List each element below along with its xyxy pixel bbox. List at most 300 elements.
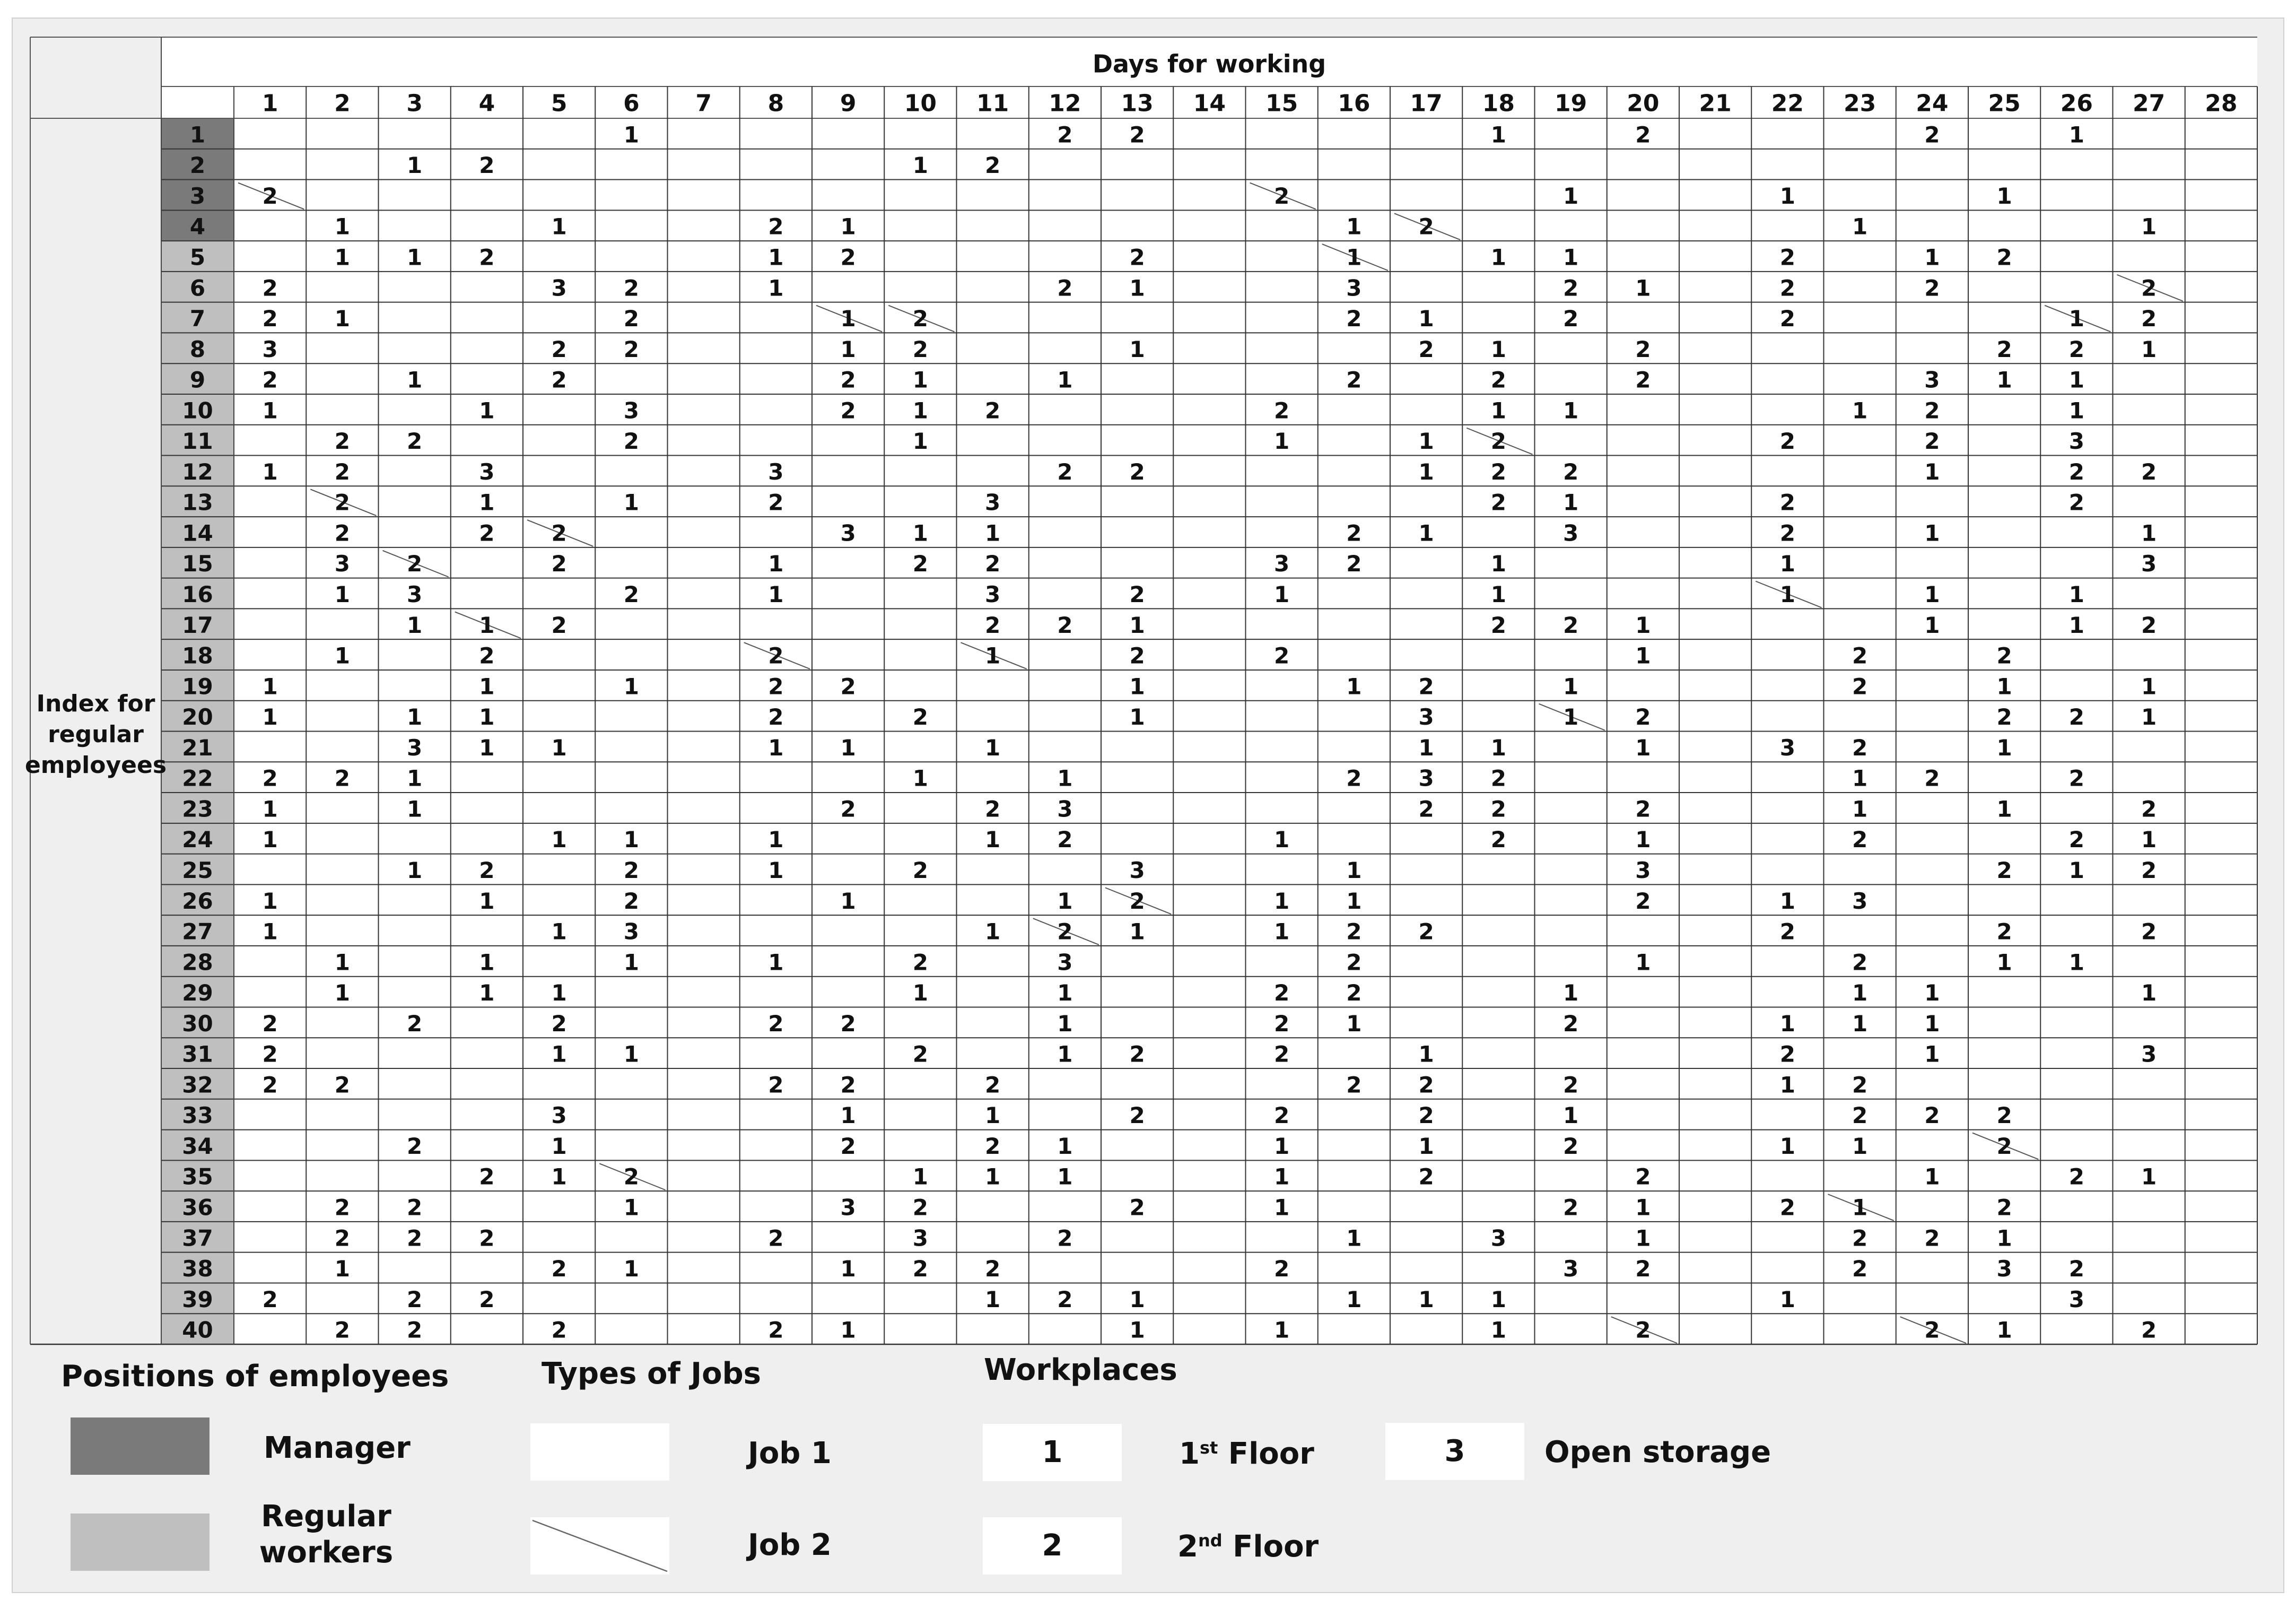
workplace-value-job1: 1: [623, 949, 639, 976]
workplace-value-job1: 1: [1274, 1194, 1290, 1221]
workplace-value-job1: 1: [2141, 827, 2157, 853]
workplace-value-job1: 2: [1635, 1256, 1651, 1282]
workplace-value-job1: 1: [1635, 1225, 1651, 1251]
workplace-value-job1: 1: [1129, 673, 1145, 700]
workplace-value-job1: 2: [1129, 458, 1145, 485]
employee-index-label: 8: [189, 336, 206, 362]
workplace-value-job1: 3: [1418, 704, 1434, 730]
workplace-value-job1: 1: [551, 213, 567, 240]
employee-index-label: 19: [182, 673, 213, 700]
workplace-value-job1: 1: [2068, 397, 2084, 424]
workplace-value-job2: 1: [479, 612, 495, 638]
workplace-code-1: 1: [983, 1424, 1122, 1481]
day-number-label: 13: [1121, 90, 1154, 117]
workplace-value-job1: 1: [1274, 1133, 1290, 1159]
workplace-value-job1: 2: [407, 428, 423, 455]
workplace-value-job1: 3: [1852, 888, 1868, 914]
day-number-label: 17: [1410, 90, 1443, 117]
workplace-value-job1: 1: [768, 734, 784, 761]
workplace-value-job1: 3: [1779, 734, 1795, 761]
employee-index-label: 13: [182, 489, 213, 516]
workplace-value-job1: 1: [407, 765, 423, 792]
workplace-value-job1: 1: [768, 244, 784, 271]
workplace-value-job1: 2: [768, 673, 784, 700]
workplace-value-job1: 1: [912, 397, 928, 424]
day-number-label: 19: [1555, 90, 1587, 117]
workplace-value-job1: 1: [262, 796, 278, 822]
day-number-label: 27: [2133, 90, 2166, 117]
workplace-value-job1: 2: [1852, 734, 1868, 761]
workplace-value-job1: 2: [479, 857, 495, 883]
workplace-value-job1: 3: [1563, 1256, 1579, 1282]
workplace-value-job1: 1: [2068, 857, 2084, 883]
workplace-value-job1: 1: [1418, 458, 1434, 485]
employee-index-label: 35: [182, 1163, 213, 1190]
workplace-value-job1: 2: [623, 888, 639, 914]
workplace-value-job1: 2: [334, 1225, 350, 1251]
second-floor-suffix: nd: [1198, 1530, 1223, 1551]
workplace-value-job1: 3: [1129, 857, 1145, 883]
workplace-value-job1: 3: [623, 397, 639, 424]
workplace-value-job1: 2: [985, 1072, 1001, 1098]
workplace-value-job1: 1: [334, 306, 350, 332]
row-axis-title: employees: [24, 752, 167, 779]
workplace-value-job1: 2: [1563, 1010, 1579, 1037]
workplace-value-job1: 1: [840, 213, 856, 240]
workplace-value-job1: 1: [479, 489, 495, 516]
day-number-label: 5: [551, 90, 568, 117]
day-number-label: 4: [478, 90, 495, 117]
workplace-value-job1: 2: [1274, 980, 1290, 1006]
workplace-value-job1: 2: [840, 673, 856, 700]
workplace-value-job1: 1: [1490, 1286, 1506, 1312]
workplace-value-job1: 2: [2068, 458, 2084, 485]
employee-index-label: 38: [182, 1256, 213, 1282]
workplace-value-job1: 3: [479, 458, 495, 485]
workplace-value-job1: 1: [1057, 980, 1073, 1006]
workplace-value-job1: 1: [985, 918, 1001, 945]
workplace-value-job1: 2: [1852, 949, 1868, 976]
workplace-value-job1: 2: [1057, 612, 1073, 638]
workplace-value-job1: 2: [1779, 918, 1795, 945]
workplace-value-job1: 1: [262, 888, 278, 914]
workplace-value-job2: 2: [623, 1163, 639, 1190]
workplace-value-job1: 2: [1129, 642, 1145, 669]
workplace-value-job1: 1: [2141, 980, 2157, 1006]
workplace-value-job2: 2: [1057, 918, 1073, 945]
workplace-value-job1: 2: [2141, 458, 2157, 485]
employee-index-label: 16: [182, 581, 213, 608]
workplace-value-job1: 2: [1274, 397, 1290, 424]
workplace-value-job1: 1: [1274, 428, 1290, 455]
workplace-value-job1: 2: [1418, 336, 1434, 362]
workplace-value-job1: 3: [2068, 1286, 2084, 1312]
employee-index-label: 23: [182, 796, 213, 822]
workplace-value-job1: 1: [1924, 980, 1940, 1006]
workplace-value-job1: 1: [1057, 888, 1073, 914]
workplace-value-job1: 2: [1852, 1072, 1868, 1098]
workplace-value-job1: 2: [768, 1317, 784, 1343]
workplace-value-job1: 1: [1490, 1317, 1506, 1343]
workplace-value-job1: 1: [334, 642, 350, 669]
day-number-label: 16: [1338, 90, 1370, 117]
workplace-value-job1: 2: [623, 275, 639, 301]
workplace-value-job1: 1: [1635, 612, 1651, 638]
workplace-value-job1: 1: [1129, 336, 1145, 362]
workplace-value-job1: 3: [1924, 367, 1940, 393]
workplace-value-job1: 2: [1563, 612, 1579, 638]
workplace-value-job1: 1: [1490, 244, 1506, 271]
workplace-value-job1: 1: [1129, 612, 1145, 638]
workplace-value-job1: 2: [551, 1317, 567, 1343]
workplace-value-job1: 1: [912, 980, 928, 1006]
workplace-value-job1: 1: [2141, 673, 2157, 700]
workplace-value-job1: 2: [2068, 1163, 2084, 1190]
workplace-value-job1: 1: [985, 1286, 1001, 1312]
workplace-value-job1: 1: [1996, 367, 2012, 393]
day-number-label: 25: [1988, 90, 2021, 117]
workplace-value-job1: 2: [1996, 857, 2012, 883]
workplace-value-job1: 1: [1635, 1194, 1651, 1221]
workplace-value-job1: 2: [985, 551, 1001, 577]
workplace-value-job1: 2: [407, 1010, 423, 1037]
workplace-value-job1: 1: [1274, 1163, 1290, 1190]
workplace-value-job1: 2: [768, 213, 784, 240]
workplace-value-job1: 3: [985, 489, 1001, 516]
workplace-value-job1: 1: [2141, 336, 2157, 362]
workplace-value-job1: 2: [1274, 642, 1290, 669]
workplace-value-job1: 1: [1490, 336, 1506, 362]
workplace-value-job1: 2: [1490, 827, 1506, 853]
workplace-value-job1: 1: [407, 152, 423, 179]
workplace-value-job1: 1: [479, 949, 495, 976]
employee-index-label: 20: [182, 704, 213, 730]
workplace-value-job1: 2: [1924, 275, 1940, 301]
employee-index-label: 24: [182, 827, 213, 853]
workplace-value-job1: 1: [1346, 888, 1362, 914]
workplace-value-job1: 2: [912, 1194, 928, 1221]
workplace-value-job1: 1: [262, 704, 278, 730]
workplace-value-job1: 2: [1852, 1102, 1868, 1129]
workplace-value-job1: 1: [623, 489, 639, 516]
workplace-value-job1: 1: [623, 1256, 639, 1282]
employee-index-label: 40: [182, 1317, 213, 1343]
employee-index-label: 11: [182, 428, 213, 455]
employee-index-label: 12: [182, 458, 213, 485]
employee-index-label: 37: [182, 1225, 213, 1251]
workplace-value-job1: 1: [334, 244, 350, 271]
workplace-value-job1: 1: [768, 275, 784, 301]
employee-index-label: 1: [189, 121, 206, 148]
workplace-value-job1: 2: [985, 612, 1001, 638]
workplace-value-job1: 2: [840, 244, 856, 271]
workplace-value-job1: 2: [1129, 581, 1145, 608]
days-for-working-title: Days for working: [1092, 49, 1326, 79]
workplace-value-job1: 1: [1057, 1041, 1073, 1067]
workplace-value-job1: 1: [1779, 888, 1795, 914]
workplace-value-job1: 1: [1563, 182, 1579, 209]
workplace-value-job1: 2: [768, 489, 784, 516]
workplace-value-job1: 1: [1924, 520, 1940, 546]
workplace-value-job1: 3: [1563, 520, 1579, 546]
workplace-value-job1: 2: [1563, 275, 1579, 301]
employee-index-label: 9: [189, 367, 206, 393]
legend-jobs-title: Types of Jobs: [542, 1356, 762, 1391]
workplace-value-job1: 3: [623, 918, 639, 945]
day-number-label: 9: [840, 90, 857, 117]
employee-index-label: 4: [189, 213, 206, 240]
workplace-value-job1: 2: [262, 1010, 278, 1037]
workplace-value-job1: 3: [840, 1194, 856, 1221]
day-number-label: 24: [1916, 90, 1949, 117]
workplace-value-job1: 1: [1996, 182, 2012, 209]
workplace-value-job1: 1: [2068, 581, 2084, 608]
workplace-value-job1: 2: [2068, 489, 2084, 516]
workplace-value-job2: 1: [1852, 1194, 1868, 1221]
workplace-value-job1: 2: [1852, 1256, 1868, 1282]
workplace-value-job1: 2: [262, 306, 278, 332]
day-number-label: 20: [1627, 90, 1660, 117]
workplace-value-job1: 3: [1346, 275, 1362, 301]
workplace-value-job1: 1: [1996, 1317, 2012, 1343]
workplace-value-job1: 1: [1924, 1163, 1940, 1190]
workplace-value-job1: 2: [407, 1286, 423, 1312]
workplace-value-job1: 2: [1418, 796, 1434, 822]
workplace-value-job1: 3: [1418, 765, 1434, 792]
workplace-value-job1: 2: [1635, 888, 1651, 914]
workplace-value-job1: 2: [840, 1072, 856, 1098]
workplace-value-job1: 1: [1635, 275, 1651, 301]
workplace-value-job1: 2: [1996, 244, 2012, 271]
workplace-value-job1: 2: [1129, 1041, 1145, 1067]
workplace-value-job1: 2: [2141, 918, 2157, 945]
day-number-label: 6: [623, 90, 640, 117]
workplace-value-job1: 2: [1129, 1194, 1145, 1221]
workplace-value-job1: 1: [1490, 397, 1506, 424]
workplace-value-job1: 2: [1779, 244, 1795, 271]
workplace-value-job1: 2: [1563, 306, 1579, 332]
workplace-value-job1: 2: [479, 152, 495, 179]
workplace-value-job1: 2: [912, 1256, 928, 1282]
workplace-value-job1: 3: [768, 458, 784, 485]
workplace-value-job1: 1: [2068, 367, 2084, 393]
legend-manager-label: Manager: [264, 1431, 411, 1465]
workplace-value-job1: 1: [1346, 857, 1362, 883]
day-number-label: 18: [1482, 90, 1515, 117]
workplace-value-job1: 1: [479, 673, 495, 700]
workplace-value-job1: 2: [840, 1010, 856, 1037]
workplace-value-job1: 2: [768, 1225, 784, 1251]
workplace-value-job1: 2: [1779, 520, 1795, 546]
workplace-value-job1: 2: [1274, 1102, 1290, 1129]
workplace-value-job1: 2: [262, 367, 278, 393]
day-number-label: 26: [2060, 90, 2093, 117]
workplace-value-job1: 2: [840, 796, 856, 822]
workplace-value-job1: 2: [1779, 1041, 1795, 1067]
day-number-label: 14: [1193, 90, 1226, 117]
employee-index-label: 28: [182, 949, 213, 976]
workplace-value-job1: 1: [479, 980, 495, 1006]
workplace-value-job2: 2: [1129, 888, 1145, 914]
workplace-value-job1: 1: [1924, 1041, 1940, 1067]
workplace-value-job2: 1: [985, 642, 1001, 669]
workplace-value-job1: 2: [1274, 1010, 1290, 1037]
workplace-value-job1: 3: [912, 1225, 928, 1251]
workplace-value-job2: 2: [334, 489, 350, 516]
workplace-value-job1: 3: [1635, 857, 1651, 883]
workplace-value-job1: 2: [1418, 918, 1434, 945]
workplace-value-job1: 1: [912, 1163, 928, 1190]
workplace-value-job1: 1: [1996, 1225, 2012, 1251]
employee-index-label: 32: [182, 1072, 213, 1098]
workplace-value-job1: 1: [479, 397, 495, 424]
workplace-value-job1: 3: [2141, 1041, 2157, 1067]
workplace-value-job1: 3: [840, 520, 856, 546]
workplace-value-job1: 1: [912, 428, 928, 455]
workplace-value-job1: 1: [2141, 1163, 2157, 1190]
workplace-value-job1: 1: [1418, 1286, 1434, 1312]
workplace-value-job1: 3: [2141, 551, 2157, 577]
workplace-value-job1: 1: [1924, 244, 1940, 271]
workplace-value-job1: 2: [407, 1225, 423, 1251]
workplace-value-job1: 2: [1779, 275, 1795, 301]
workplace-value-job2: 2: [1924, 1317, 1940, 1343]
workplace-value-job2: 1: [1563, 704, 1579, 730]
workplace-value-job1: 1: [912, 765, 928, 792]
workplace-value-job1: 2: [334, 1194, 350, 1221]
workplace-value-job1: 2: [1996, 918, 2012, 945]
workplace-value-job1: 1: [840, 888, 856, 914]
workplace-value-job1: 2: [1490, 765, 1506, 792]
workplace-value-job1: 1: [1852, 397, 1868, 424]
workplace-value-job1: 1: [334, 213, 350, 240]
workplace-value-job1: 3: [551, 275, 567, 301]
workplace-value-job1: 1: [1490, 581, 1506, 608]
workplace-value-job1: 1: [1779, 551, 1795, 577]
workplace-value-job1: 2: [840, 367, 856, 393]
workplace-value-job1: 1: [1129, 918, 1145, 945]
workplace-value-job1: 1: [912, 367, 928, 393]
day-number-label: 3: [406, 90, 423, 117]
workplace-value-job1: 1: [407, 857, 423, 883]
workplace-value-job1: 2: [334, 520, 350, 546]
workplace-value-job1: 2: [1418, 1102, 1434, 1129]
workplace-value-job1: 2: [262, 1041, 278, 1067]
workplace-value-job1: 2: [623, 857, 639, 883]
workplace-value-job1: 2: [2068, 765, 2084, 792]
second-floor-number: 2: [1177, 1529, 1198, 1564]
workplace-value-job1: 1: [1924, 612, 1940, 638]
workplace-value-job1: 2: [1924, 1225, 1940, 1251]
workplace-value-job1: 1: [479, 734, 495, 761]
workplace-value-job1: 2: [1057, 275, 1073, 301]
workplace-value-job1: 2: [479, 244, 495, 271]
workplace-value-job1: 2: [623, 581, 639, 608]
workplace-value-job1: 2: [1346, 980, 1362, 1006]
workplace-value-job1: 2: [262, 275, 278, 301]
workplace-value-job1: 1: [1490, 551, 1506, 577]
workplace-value-job1: 1: [334, 581, 350, 608]
legend-workplaces-title: Workplaces: [984, 1353, 1177, 1387]
workplace-value-job1: 2: [1346, 551, 1362, 577]
workplace-value-job1: 1: [407, 367, 423, 393]
workplace-value-job1: 2: [1346, 949, 1362, 976]
legend-job2-label: Job 2: [748, 1528, 832, 1562]
workplace-value-job1: 3: [407, 734, 423, 761]
workplace-value-job1: 2: [479, 1286, 495, 1312]
employee-index-label: 34: [182, 1133, 213, 1159]
workplace-value-job1: 1: [1779, 1133, 1795, 1159]
workplace-value-job1: 2: [623, 306, 639, 332]
workplace-value-job1: 1: [1635, 827, 1651, 853]
workplace-value-job1: 1: [1274, 888, 1290, 914]
workplace-value-job1: 1: [551, 1163, 567, 1190]
workplace-value-job1: 2: [1635, 704, 1651, 730]
workplace-value-job1: 1: [912, 520, 928, 546]
workplace-value-job1: 2: [262, 1286, 278, 1312]
day-number-label: 1: [261, 90, 278, 117]
workplace-value-job1: 2: [334, 458, 350, 485]
workplace-value-job1: 1: [1490, 734, 1506, 761]
workplace-value-job1: 2: [1779, 1194, 1795, 1221]
workplace-value-job1: 2: [1346, 765, 1362, 792]
workplace-value-job1: 1: [985, 1102, 1001, 1129]
day-number-label: 23: [1844, 90, 1876, 117]
workplace-value-job1: 1: [1129, 1317, 1145, 1343]
workplace-value-job1: 2: [2141, 857, 2157, 883]
workplace-value-job1: 1: [2068, 612, 2084, 638]
workplace-value-job1: 1: [1274, 827, 1290, 853]
workplace-value-job1: 2: [1274, 1041, 1290, 1067]
workplace-value-job1: 3: [1490, 1225, 1506, 1251]
workplace-value-job1: 1: [551, 734, 567, 761]
workplace-value-job1: 1: [1346, 673, 1362, 700]
day-number-label: 15: [1265, 90, 1298, 117]
workplace-value-job1: 2: [551, 367, 567, 393]
workplace-value-job1: 2: [1635, 796, 1651, 822]
workplace-value-job1: 2: [1635, 1163, 1651, 1190]
workplace-value-job1: 3: [1057, 796, 1073, 822]
workplace-value-job1: 1: [262, 397, 278, 424]
workplace-value-job1: 2: [262, 765, 278, 792]
workplace-value-job1: 2: [2068, 827, 2084, 853]
workplace-value-job1: 2: [985, 1256, 1001, 1282]
workplace-value-job1: 1: [768, 551, 784, 577]
workplace-value-job1: 1: [1563, 397, 1579, 424]
workplace-value-job1: 2: [1490, 796, 1506, 822]
workplace-value-job1: 2: [334, 428, 350, 455]
workplace-value-job1: 1: [2141, 704, 2157, 730]
workplace-value-job1: 2: [479, 520, 495, 546]
workplace-value-job1: 1: [623, 121, 639, 148]
workplace-value-job1: 1: [1057, 367, 1073, 393]
workplace-value-job1: 1: [551, 827, 567, 853]
employee-index-label: 10: [182, 397, 213, 424]
workplace-value-job1: 3: [551, 1102, 567, 1129]
workplace-value-job1: 1: [407, 796, 423, 822]
workplace-value-job1: 2: [1129, 121, 1145, 148]
first-floor-word: Floor: [1218, 1437, 1314, 1471]
legend-job1-label: Job 1: [748, 1436, 832, 1471]
employee-index-label: 3: [189, 182, 206, 209]
workplace-value-job1: 1: [1924, 1010, 1940, 1037]
day-number-label: 2: [334, 90, 351, 117]
workplace-value-job1: 2: [985, 1133, 1001, 1159]
workplace-value-job1: 1: [1635, 949, 1651, 976]
workplace-value-job1: 2: [985, 397, 1001, 424]
workplace-value-job1: 1: [2068, 121, 2084, 148]
employee-index-label: 6: [189, 275, 206, 301]
